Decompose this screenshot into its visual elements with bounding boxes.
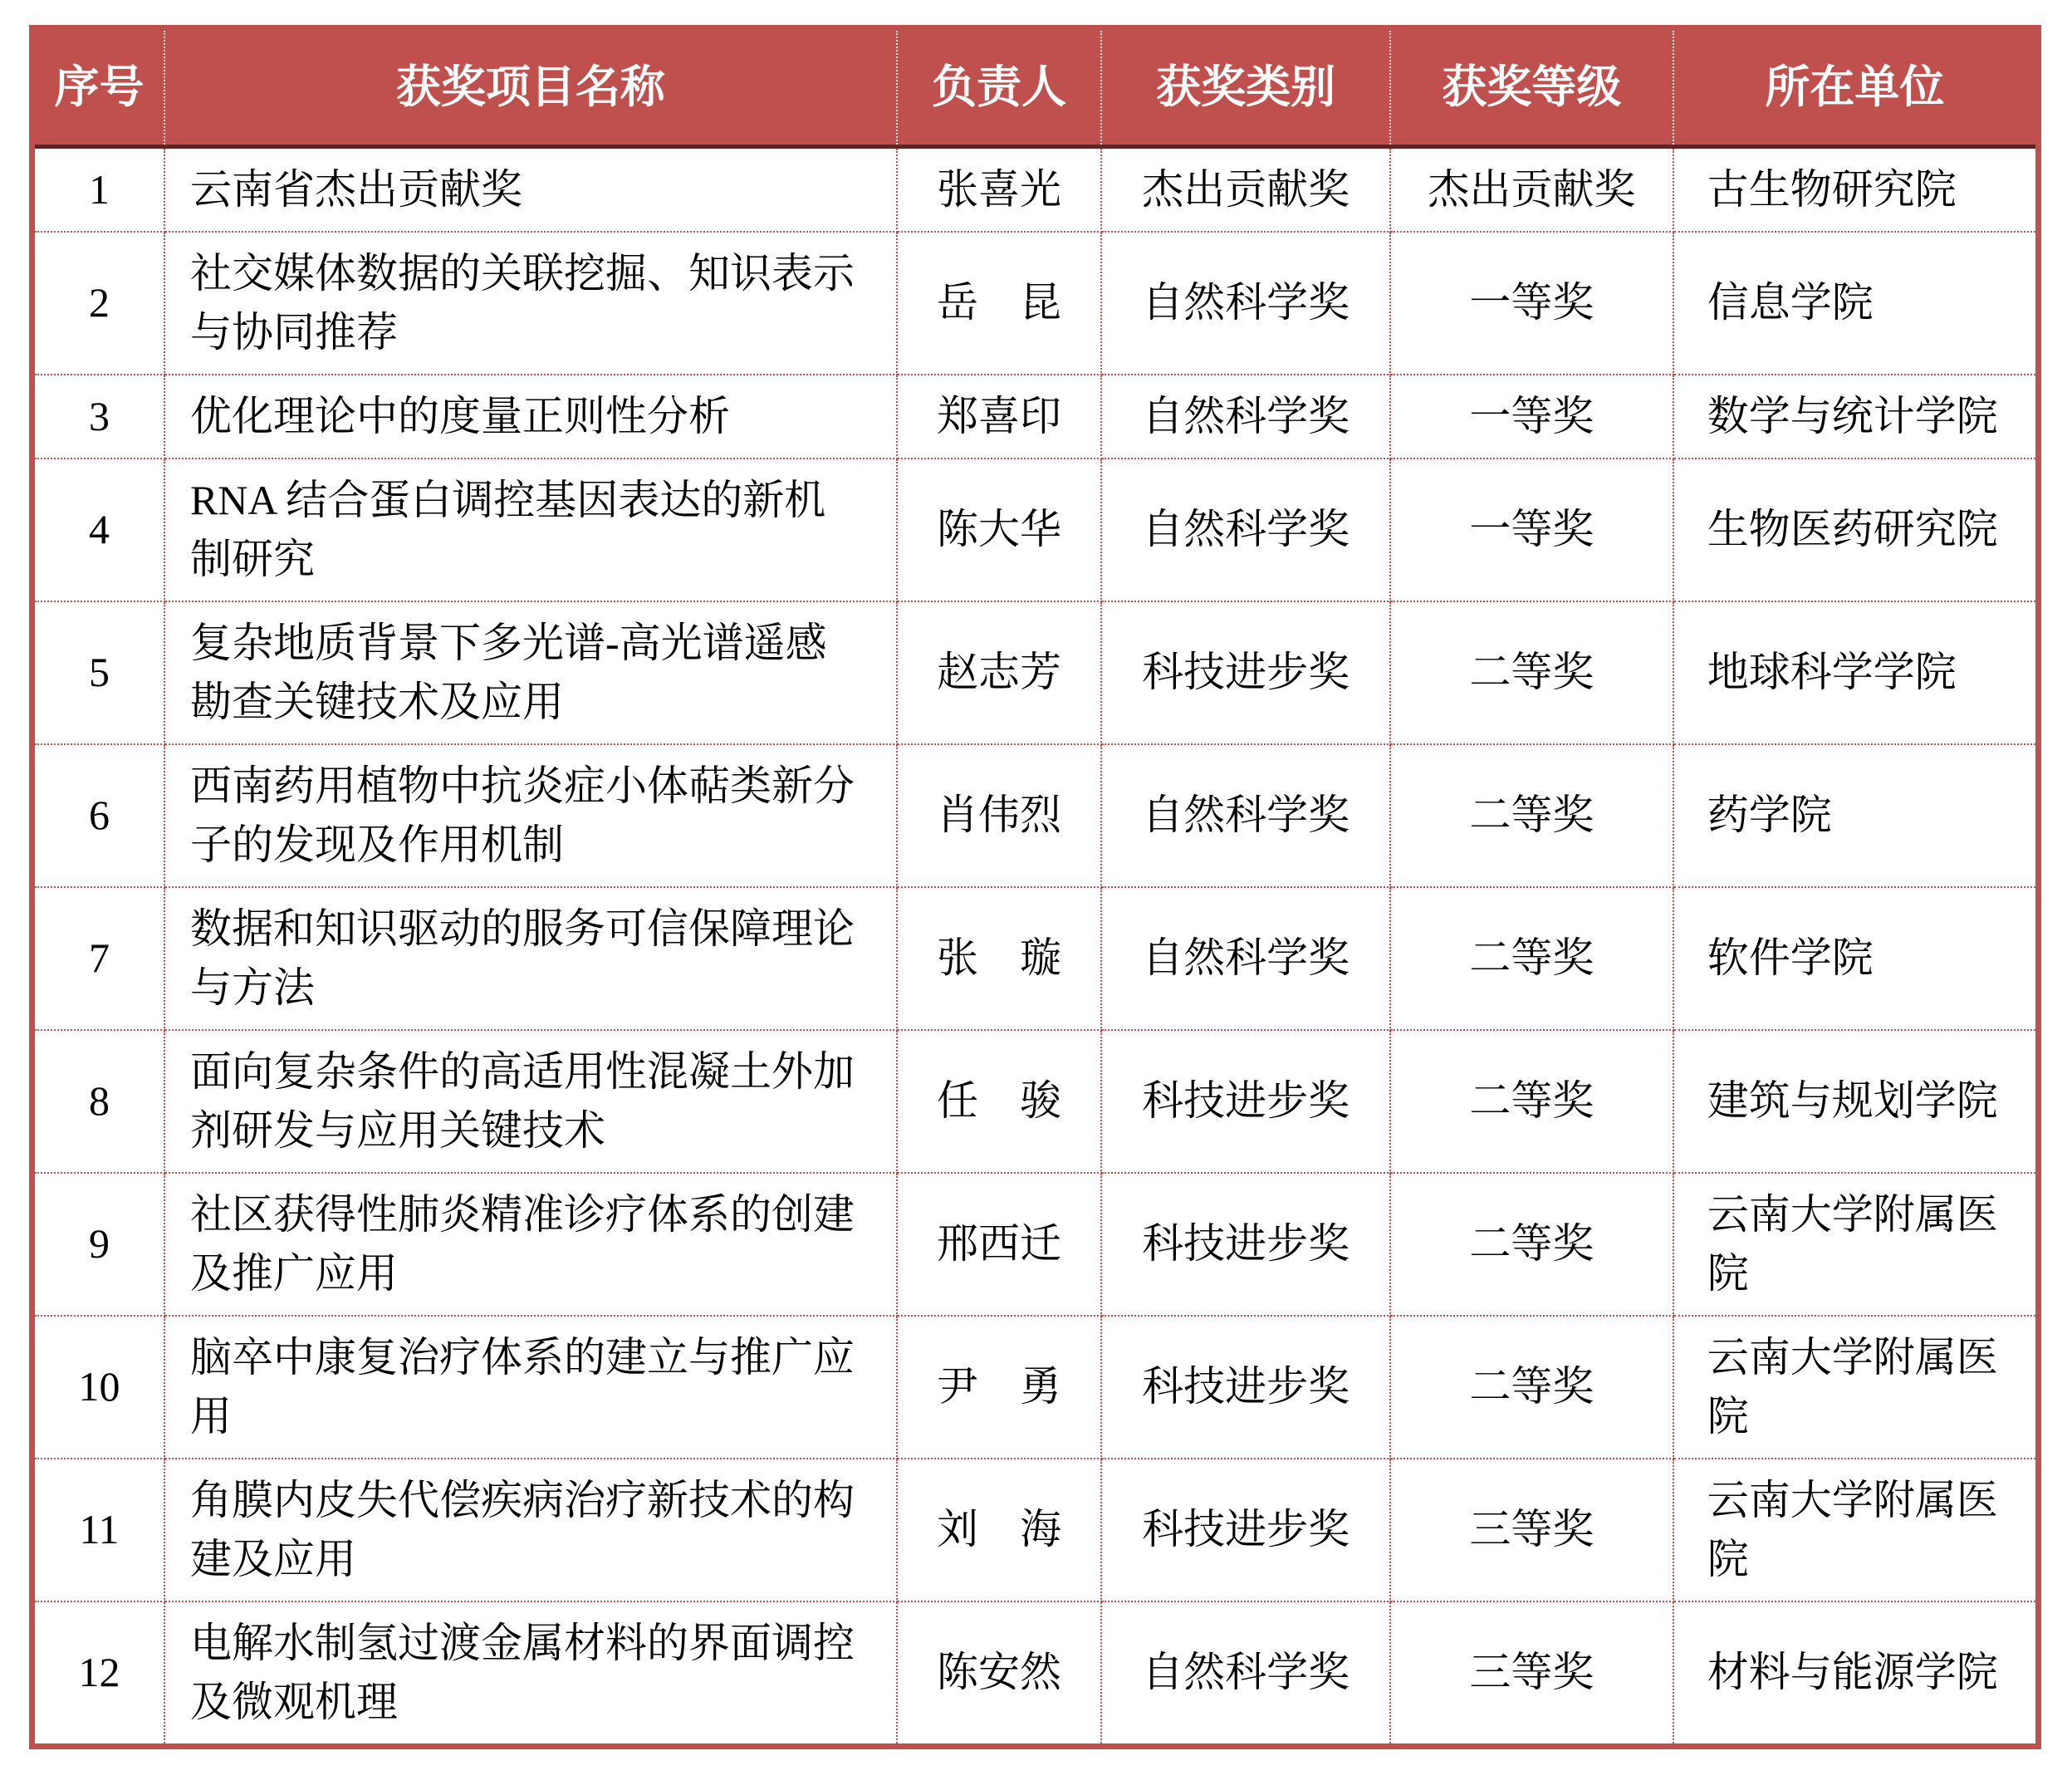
cell-index: 10	[32, 1316, 164, 1459]
cell-unit: 材料与能源学院	[1673, 1601, 2039, 1747]
cell-leader: 任 骏	[897, 1030, 1101, 1173]
cell-category: 自然科学奖	[1101, 1601, 1390, 1747]
cell-project: 电解水制氢过渡金属材料的界面调控及微观机理	[164, 1601, 897, 1747]
cell-project: 角膜内皮失代偿疾病治疗新技术的构建及应用	[164, 1459, 897, 1601]
cell-category: 自然科学奖	[1101, 459, 1390, 601]
cell-category: 科技进步奖	[1101, 601, 1390, 744]
cell-category: 自然科学奖	[1101, 232, 1390, 375]
cell-category: 自然科学奖	[1101, 375, 1390, 459]
header-row	[32, 28, 2039, 147]
table-row	[32, 1173, 2039, 1316]
cell-leader: 张 璇	[897, 887, 1101, 1030]
cell-category: 科技进步奖	[1101, 1173, 1390, 1316]
cell-unit: 数学与统计学院	[1673, 375, 2039, 459]
cell-unit: 药学院	[1673, 744, 2039, 887]
cell-grade: 一等奖	[1390, 232, 1673, 375]
table-row	[32, 375, 2039, 459]
cell-project: 复杂地质背景下多光谱-高光谱遥感勘查关键技术及应用	[164, 601, 897, 744]
table-row	[32, 1316, 2039, 1459]
cell-unit: 古生物研究院	[1673, 146, 2039, 232]
table-row	[32, 744, 2039, 887]
cell-grade: 二等奖	[1390, 1173, 1673, 1316]
cell-unit: 地球科学学院	[1673, 601, 2039, 744]
cell-project: 优化理论中的度量正则性分析	[164, 375, 897, 459]
cell-leader: 邢西迁	[897, 1173, 1101, 1316]
cell-index: 3	[32, 375, 164, 459]
cell-project: 社区获得性肺炎精准诊疗体系的创建及推广应用	[164, 1173, 897, 1316]
column-header-grade: 获奖等级	[1390, 28, 1673, 147]
column-header-index: 序号	[32, 28, 164, 147]
cell-unit: 软件学院	[1673, 887, 2039, 1030]
cell-index: 8	[32, 1030, 164, 1173]
table-body	[32, 146, 2039, 1746]
cell-index: 6	[32, 744, 164, 887]
table-header	[32, 28, 2039, 147]
cell-unit: 建筑与规划学院	[1673, 1030, 2039, 1173]
cell-unit: 生物医药研究院	[1673, 459, 2039, 601]
cell-grade: 三等奖	[1390, 1459, 1673, 1601]
cell-project: RNA 结合蛋白调控基因表达的新机制研究	[164, 459, 897, 601]
cell-grade: 二等奖	[1390, 744, 1673, 887]
cell-unit: 信息学院	[1673, 232, 2039, 375]
cell-index: 1	[32, 146, 164, 232]
cell-index: 5	[32, 601, 164, 744]
cell-leader: 肖伟烈	[897, 744, 1101, 887]
cell-unit: 云南大学附属医院	[1673, 1173, 2039, 1316]
cell-leader: 郑喜印	[897, 375, 1101, 459]
cell-project: 脑卒中康复治疗体系的建立与推广应用	[164, 1316, 897, 1459]
cell-project: 数据和知识驱动的服务可信保障理论与方法	[164, 887, 897, 1030]
cell-category: 杰出贡献奖	[1101, 146, 1390, 232]
cell-project: 云南省杰出贡献奖	[164, 146, 897, 232]
table-row	[32, 459, 2039, 601]
cell-project: 西南药用植物中抗炎症小体萜类新分子的发现及作用机制	[164, 744, 897, 887]
cell-leader: 张喜光	[897, 146, 1101, 232]
table-row	[32, 1601, 2039, 1747]
table-row	[32, 887, 2039, 1030]
cell-grade: 二等奖	[1390, 1316, 1673, 1459]
cell-grade: 二等奖	[1390, 601, 1673, 744]
table-row	[32, 1459, 2039, 1601]
cell-category: 科技进步奖	[1101, 1316, 1390, 1459]
cell-grade: 一等奖	[1390, 459, 1673, 601]
cell-leader: 赵志芳	[897, 601, 1101, 744]
column-header-category: 获奖类别	[1101, 28, 1390, 147]
cell-leader: 刘 海	[897, 1459, 1101, 1601]
cell-category: 科技进步奖	[1101, 1459, 1390, 1601]
cell-category: 自然科学奖	[1101, 744, 1390, 887]
cell-leader: 尹 勇	[897, 1316, 1101, 1459]
cell-index: 11	[32, 1459, 164, 1601]
table-row	[32, 146, 2039, 232]
table-row	[32, 1030, 2039, 1173]
cell-grade: 三等奖	[1390, 1601, 1673, 1747]
cell-leader: 陈大华	[897, 459, 1101, 601]
cell-unit: 云南大学附属医院	[1673, 1459, 2039, 1601]
cell-index: 4	[32, 459, 164, 601]
column-header-unit: 所在单位	[1673, 28, 2039, 147]
table-row	[32, 601, 2039, 744]
cell-project: 社交媒体数据的关联挖掘、知识表示与协同推荐	[164, 232, 897, 375]
table-row	[32, 232, 2039, 375]
cell-grade: 二等奖	[1390, 887, 1673, 1030]
cell-grade: 二等奖	[1390, 1030, 1673, 1173]
column-header-project: 获奖项目名称	[164, 28, 897, 147]
cell-index: 12	[32, 1601, 164, 1747]
cell-grade: 杰出贡献奖	[1390, 146, 1673, 232]
cell-index: 2	[32, 232, 164, 375]
cell-index: 9	[32, 1173, 164, 1316]
cell-leader: 陈安然	[897, 1601, 1101, 1747]
cell-category: 自然科学奖	[1101, 887, 1390, 1030]
cell-unit: 云南大学附属医院	[1673, 1316, 2039, 1459]
cell-category: 科技进步奖	[1101, 1030, 1390, 1173]
cell-index: 7	[32, 887, 164, 1030]
cell-project: 面向复杂条件的高适用性混凝土外加剂研发与应用关键技术	[164, 1030, 897, 1173]
cell-grade: 一等奖	[1390, 375, 1673, 459]
cell-leader: 岳 昆	[897, 232, 1101, 375]
awards-table	[29, 25, 2041, 1749]
column-header-leader: 负责人	[897, 28, 1101, 147]
